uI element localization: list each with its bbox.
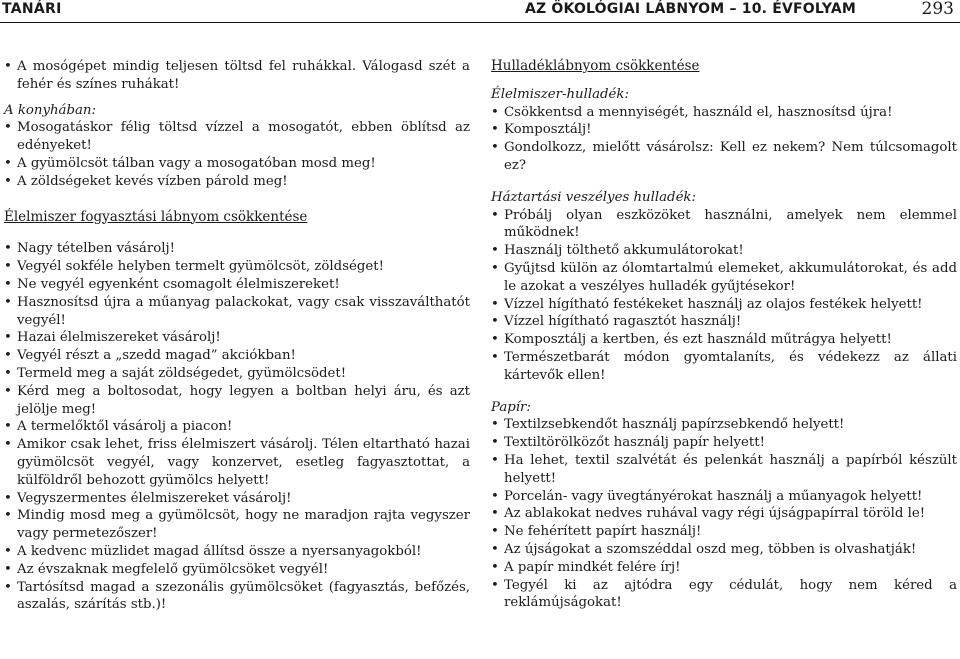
list-item: • Az évszaknak megfelelő gyümölcsöket vegyél!: [4, 561, 470, 579]
list-item: • Nagy tételben vásárolj!: [4, 240, 470, 258]
list-item: • Komposztálj!: [491, 121, 957, 139]
right-column: [491, 58, 957, 612]
list-item: • Az újságokat a szomszéddal oszd meg, többen is olvashatják!: [491, 541, 957, 559]
list-item: • Hazai élelmiszereket vásárolj!: [4, 329, 470, 347]
list-item: • Mindig mosd meg a gyümölcsöt, hogy ne maradjon rajta vegyszer vagy permetezőszer!: [4, 507, 470, 543]
list-item: • Textiltörölközőt használj papír helyett!: [491, 434, 957, 452]
list-item: • Vízzel hígítható ragasztót használj!: [491, 313, 957, 331]
list-item: • Kérd meg a boltosodat, hogy legyen a boltban helyi áru, és azt jelölje meg!: [4, 383, 470, 419]
list-item: • Ha lehet, textil szalvétát és pelenkát használj a papírból készült helyett!: [491, 452, 957, 488]
hazardous-waste-label: Háztartási veszélyes hulladék:: [491, 189, 696, 205]
hazardous-waste-list: [491, 207, 957, 385]
page-number: 293: [921, 0, 954, 19]
header-section-label: TANÁRI: [2, 1, 62, 17]
list-item: • Ne vegyél egyenként csomagolt élelmiszereket!: [4, 276, 470, 294]
list-item: • A zöldségeket kevés vízben párold meg!: [4, 173, 470, 191]
paper-list: [491, 416, 957, 612]
list-item: • Komposztálj a kertben, és ezt használd műtrágya helyett!: [491, 331, 957, 349]
list-item: • A kedvenc müzlidet magad állítsd össze a nyersanyagokból!: [4, 543, 470, 561]
list-item: • Ne fehérített papírt használj!: [491, 523, 957, 541]
list-item: • Próbálj olyan eszközöket használni, amelyek nem elemmel működnek!: [491, 207, 957, 243]
list-item: • Vegyél sokféle helyben termelt gyümölcsöt, zöldséget!: [4, 258, 470, 276]
food-waste-list: [491, 104, 957, 175]
food-waste-label: Élelmiszer-hulladék:: [491, 86, 629, 102]
list-item: • Porcelán- vagy üvegtányérokat használj a műanyagok helyett!: [491, 488, 957, 506]
page-header: [0, 0, 960, 23]
list-item: • Tartósítsd magad a szezonális gyümölcsöket (fagyasztás, befőzés, aszalás, szárítás stb.)!: [4, 579, 470, 615]
list-item: • Gondolkozz, mielőtt vásárolsz: Kell ez nekem? Nem túlcsomagolt ez?: [491, 139, 957, 175]
kitchen-list: [4, 119, 470, 190]
list-item: • Természetbarát módon gyomtalaníts, és védekezz az állati kártevők ellen!: [491, 349, 957, 385]
header-chapter-title: AZ ÖKOLÓGIAI LÁBNYOM – 10. ÉVFOLYAM: [524, 1, 856, 17]
list-item: • Hasznosítsd újra a műanyag palackokat, vagy csak visszaválthatót vegyél!: [4, 294, 470, 330]
intro-list: [4, 58, 470, 94]
list-item: • Vegyél részt a „szedd magad” akciókban!: [4, 347, 470, 365]
list-item: • A gyümölcsöt tálban vagy a mosogatóban mosd meg!: [4, 155, 470, 173]
list-item: • Gyűjtsd külön az ólomtartalmú elemeket, akkumulátorokat, és add le azokat a veszélyes hulladék gyűjtésekor!: [491, 260, 957, 296]
list-item: • Textilzsebkendőt használj papírzsebkendő helyett!: [491, 416, 957, 434]
list-item: • A mosógépet mindig teljesen töltsd fel ruhákkal. Válogasd szét a fehér és színes ruhákat!: [4, 58, 470, 94]
list-item: • Használj tölthető akkumulátorokat!: [491, 242, 957, 260]
food-list: [4, 240, 470, 614]
list-item: • Az ablakokat nedves ruhával vagy régi újságpapírral töröld le!: [491, 505, 957, 523]
list-item: • Tegyél ki az ajtódra egy cédulát, hogy nem kéred a reklámújságokat!: [491, 577, 957, 613]
left-column: [4, 58, 470, 614]
list-item: • Vegyszermentes élelmiszereket vásárolj!: [4, 490, 470, 508]
list-item: • Mosogatáskor félig töltsd vízzel a mosogatót, ebben öblítsd az edényeket!: [4, 119, 470, 155]
list-item: • Amikor csak lehet, friss élelmiszert vásárolj. Télen eltartható hazai gyümölcsöt vegyél, vagy konzervet, esetleg fagyasztottat, a külföldről behozott gyümölcs helyett!: [4, 436, 470, 489]
list-item: • A papír mindkét felére írj!: [491, 559, 957, 577]
waste-footprint-heading: Hulladéklábnyom csökkentése: [491, 58, 700, 74]
paper-label: Papír:: [491, 399, 531, 415]
list-item: • Csökkentsd a mennyiségét, használd el, hasznosítsd újra!: [491, 104, 957, 122]
list-item: • Vízzel hígítható festékeket használj az olajos festékek helyett!: [491, 296, 957, 314]
list-item: • Termeld meg a saját zöldségedet, gyümölcsödet!: [4, 365, 470, 383]
list-item: • A termelőktől vásárolj a piacon!: [4, 418, 470, 436]
kitchen-label: A konyhában:: [4, 102, 96, 118]
food-footprint-heading: Élelmiszer fogyasztási lábnyom csökkentése: [4, 208, 308, 225]
